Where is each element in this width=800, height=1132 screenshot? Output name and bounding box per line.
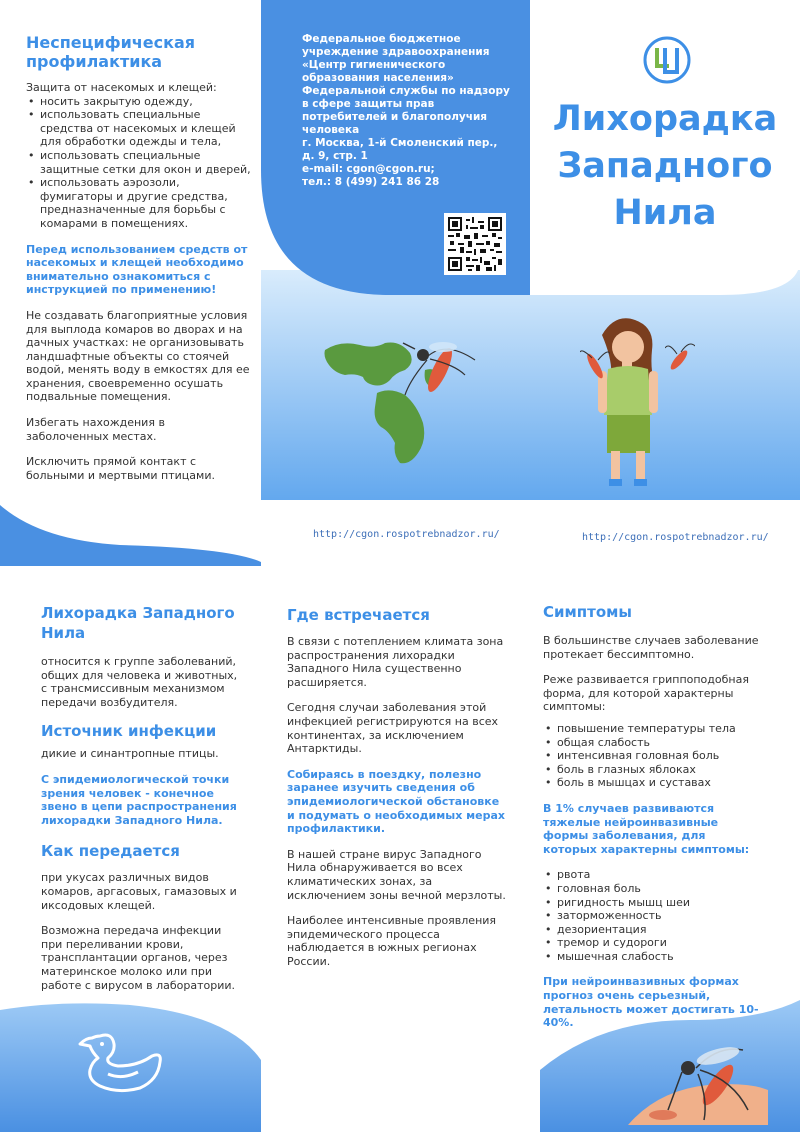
mosquito-on-skin-illustration	[618, 1040, 768, 1125]
col2-title: Где встречается	[287, 606, 430, 624]
list-item: • общая слабость	[543, 736, 783, 750]
panel1-bottom-wave	[0, 505, 261, 566]
col2-p4: Наиболее интенсивные проявления эпидемического процесса наблюдается в южных регионах России.	[287, 914, 497, 968]
panel1-title: Неспецифическая профилактика	[26, 33, 196, 71]
list-item: • повышение температуры тела	[543, 722, 783, 736]
panel1-p1: Не создавать благоприятные условия для выплода комаров во дворах и на дачных участках: не организовывать ландшафтные объекты со стоячей водой, менять воду в емкостях для ее хранения, своевременно осушать подвальные помещения.	[26, 308, 250, 404]
col1-transmission-heading: Как передается	[41, 842, 180, 861]
list-item: • дезориентация	[543, 923, 783, 937]
globe-mosquito-illustration	[315, 335, 490, 475]
list-item: • головная боль	[543, 882, 783, 896]
panel2-org-info	[302, 33, 512, 189]
qr-code-icon	[448, 217, 502, 271]
panel2-website-link[interactable]: http://cgon.rospotrebnadzor.ru/	[313, 529, 500, 540]
list-item: • использовать специальные средства от насекомых и клещей для обработки одежды и тела,	[26, 108, 251, 149]
col1-p3: при укусах различных видов комаров, аргасовых, гамазовых и иксодовых клещей.	[41, 871, 237, 912]
cgon-logo-icon	[643, 36, 691, 84]
col3-title: Симптомы	[543, 603, 632, 621]
list-item: • боль в мышцах и суставах	[543, 776, 783, 790]
mosquito-icon	[580, 340, 610, 390]
duck-icon	[78, 1030, 166, 1094]
panel3-website-link[interactable]: http://cgon.rospotrebnadzor.ru/	[582, 532, 769, 543]
col1	[41, 603, 246, 992]
col3-highlight2: При нейроинвазивных формах прогноз очень серьезный, летальность может достигать 10-40%.	[543, 975, 759, 1030]
list-item: • использовать специальные защитные сетки для окон и дверей,	[26, 149, 251, 176]
list-item: • использовать аэрозоли, фумигаторы и другие средства, предназначенные для борьбы с комарами в помещениях.	[26, 176, 251, 230]
col3-p2: Реже развивается гриппоподобная форма, для которой характерны симптомы:	[543, 673, 749, 714]
col1-p1: относится к группе заболеваний, общих для человека и животных, с трансмиссивным механизмом передачи возбудителя.	[41, 655, 238, 709]
col3-list2	[543, 868, 783, 963]
col1-highlight: С эпидемиологической точки зрения человек - конечное звено в цепи распространения лихорадки Западного Нила.	[41, 772, 237, 827]
panel1-intro: Защита от насекомых и клещей:	[26, 81, 217, 94]
col1-p2: дикие и синантропные птицы.	[41, 747, 219, 761]
org-address: г. Москва, 1-й Смоленский пер., д. 9, стр. 1	[302, 137, 498, 162]
org-email[interactable]: e-mail: cgon@cgon.ru;	[302, 163, 435, 175]
list-item: • ригидность мышц шеи	[543, 896, 783, 910]
list-item: • рвота	[543, 868, 783, 882]
list-item: • интенсивная головная боль	[543, 749, 783, 763]
panel1-p2: Избегать нахождения в заболоченных местах.	[26, 416, 165, 443]
col1-p4: Возможна передача инфекции при переливании крови, трансплантации органов, через материнское молоко или при работе с вирусом в лаборатории.	[41, 924, 236, 992]
list-item: • боль в глазных яблоках	[543, 763, 783, 777]
main-title-line1: Лихорадка	[552, 99, 778, 139]
mosquito-icon	[403, 342, 475, 395]
org-name: Федеральное бюджетное учреждение здравоохранения «Центр гигиенического образования населения» Федеральной службы по надзору в сфере защиты прав потребителей и благополучия человека	[302, 33, 510, 136]
col2-highlight: Собираясь в поездку, полезно заранее изучить сведения об эпидемиологической обстановке и подумать о необходимых мерах профилактики.	[287, 767, 505, 836]
col1-source-heading: Источник инфекции	[41, 722, 217, 741]
panel1-warning: Перед использованием средств от насекомых и клещей необходимо внимательно ознакомиться с инструкцией по применению!	[26, 242, 248, 297]
col1-title: Лихорадка Западного Нила	[41, 604, 235, 642]
col2-p3: В нашей стране вирус Западного Нила обнаруживается во всех климатических зонах, за исключением зоны вечной мерзлоты.	[287, 847, 506, 902]
panel1-list	[26, 95, 251, 231]
mosquito-icon	[665, 340, 695, 380]
list-item: • мышечная слабость	[543, 950, 783, 964]
panel1	[26, 33, 251, 482]
list-item: • носить закрытую одежду,	[26, 95, 251, 109]
col3-list1	[543, 722, 783, 790]
list-item: • тремор и судороги	[543, 936, 783, 950]
col2-p2: Сегодня случаи заболевания этой инфекцией регистрируются на всех континентах, за исключением Антарктиды.	[287, 701, 499, 756]
main-title-line3: Нила	[613, 193, 717, 233]
col2	[287, 605, 509, 968]
panel1-p3: Исключить прямой контакт с больными и мертвыми птицами.	[26, 455, 215, 482]
qr-code[interactable]	[444, 213, 506, 275]
org-phone: тел.: 8 (499) 241 86 28	[302, 176, 440, 188]
main-title-line2: Западного	[557, 146, 773, 186]
main-title	[530, 96, 800, 237]
col3-p1: В большинстве случаев заболевание протекает бессимптомно.	[543, 634, 759, 661]
list-item: • заторможенность	[543, 909, 783, 923]
col2-p1: В связи с потеплением климата зона распространения лихорадки Западного Нила существенно расширяется.	[287, 635, 504, 689]
col3	[543, 602, 783, 1030]
col3-highlight1: В 1% случаев развиваются тяжелые нейроинвазивные формы заболевания, для которых характерны симптомы:	[543, 801, 750, 856]
